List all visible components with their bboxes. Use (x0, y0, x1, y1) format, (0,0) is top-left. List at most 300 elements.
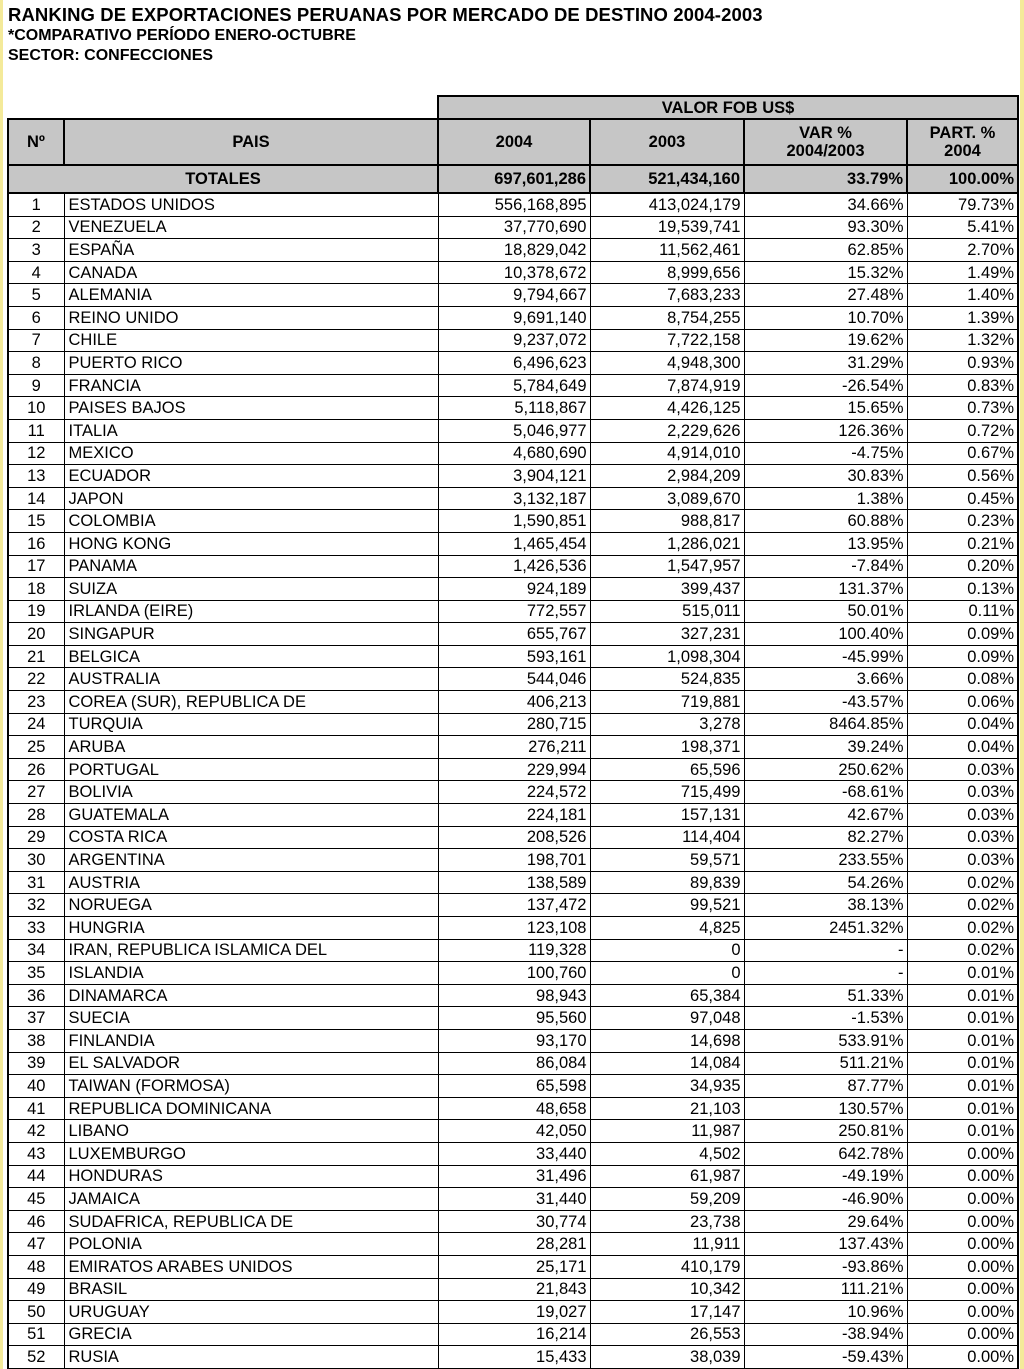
row-no: 14 (8, 487, 64, 510)
row-country: EMIRATOS ARABES UNIDOS (64, 1255, 438, 1278)
row-value-2003: 7,683,233 (590, 284, 744, 307)
row-value-2003: 1,286,021 (590, 532, 744, 555)
row-part: 0.11% (907, 600, 1018, 623)
row-var: 19.62% (744, 329, 907, 352)
row-var: 8464.85% (744, 713, 907, 736)
table-row (8, 939, 1018, 962)
row-value-2003: 4,825 (590, 917, 744, 940)
row-var: -4.75% (744, 442, 907, 465)
row-var: 51.33% (744, 984, 907, 1007)
row-var: 50.01% (744, 600, 907, 623)
row-value-2003: 413,024,179 (590, 193, 744, 216)
row-country: PORTUGAL (64, 758, 438, 781)
row-value-2004: 100,760 (438, 962, 590, 985)
row-country: REINO UNIDO (64, 306, 438, 329)
row-country: PUERTO RICO (64, 352, 438, 375)
row-no: 34 (8, 939, 64, 962)
row-part: 0.02% (907, 871, 1018, 894)
table-row (8, 193, 1018, 216)
table-row (8, 984, 1018, 1007)
row-country: BRASIL (64, 1278, 438, 1301)
table-row (8, 1142, 1018, 1165)
row-var: 126.36% (744, 419, 907, 442)
row-part: 2.70% (907, 239, 1018, 262)
row-var: 10.70% (744, 306, 907, 329)
row-country: GUATEMALA (64, 804, 438, 827)
row-value-2004: 31,440 (438, 1188, 590, 1211)
row-country: JAMAICA (64, 1188, 438, 1211)
table-row (8, 1233, 1018, 1256)
row-value-2004: 593,161 (438, 645, 590, 668)
row-no: 8 (8, 352, 64, 375)
row-part: 0.02% (907, 917, 1018, 940)
row-part: 0.01% (907, 1120, 1018, 1143)
row-value-2003: 89,839 (590, 871, 744, 894)
row-country: SINGAPUR (64, 623, 438, 646)
row-var: -46.90% (744, 1188, 907, 1211)
row-var: 15.32% (744, 261, 907, 284)
row-part: 0.08% (907, 668, 1018, 691)
row-value-2003: 21,103 (590, 1097, 744, 1120)
row-value-2004: 95,560 (438, 1007, 590, 1030)
table-row (8, 1007, 1018, 1030)
row-part: 0.04% (907, 736, 1018, 759)
row-value-2004: 28,281 (438, 1233, 590, 1256)
table-row (8, 713, 1018, 736)
row-var: 34.66% (744, 193, 907, 216)
table-row (8, 1323, 1018, 1346)
totals-2004: 697,601,286 (438, 165, 590, 193)
table-row (8, 216, 1018, 239)
row-var: -38.94% (744, 1323, 907, 1346)
row-part: 0.23% (907, 510, 1018, 533)
row-var: 10.96% (744, 1301, 907, 1324)
row-part: 0.01% (907, 1097, 1018, 1120)
row-no: 32 (8, 894, 64, 917)
row-value-2003: 8,754,255 (590, 306, 744, 329)
table-row (8, 1120, 1018, 1143)
row-value-2003: 2,229,626 (590, 419, 744, 442)
table-row (8, 352, 1018, 375)
row-country: ECUADOR (64, 465, 438, 488)
row-part: 1.49% (907, 261, 1018, 284)
row-var: 42.67% (744, 804, 907, 827)
table-row (8, 1188, 1018, 1211)
row-value-2003: 10,342 (590, 1278, 744, 1301)
row-var: 137.43% (744, 1233, 907, 1256)
row-value-2004: 48,658 (438, 1097, 590, 1120)
row-value-2003: 11,911 (590, 1233, 744, 1256)
row-part: 1.32% (907, 329, 1018, 352)
row-no: 3 (8, 239, 64, 262)
row-no: 7 (8, 329, 64, 352)
row-part: 0.00% (907, 1278, 1018, 1301)
totals-row (8, 165, 1018, 193)
row-value-2003: 8,999,656 (590, 261, 744, 284)
row-part: 0.00% (907, 1233, 1018, 1256)
row-value-2003: 14,084 (590, 1052, 744, 1075)
table-row (8, 487, 1018, 510)
row-value-2004: 1,426,536 (438, 555, 590, 578)
row-value-2003: 38,039 (590, 1346, 744, 1369)
row-value-2003: 715,499 (590, 781, 744, 804)
header-2003: 2003 (590, 119, 744, 165)
table-row (8, 917, 1018, 940)
row-value-2003: 719,881 (590, 691, 744, 714)
row-no: 26 (8, 758, 64, 781)
row-value-2004: 86,084 (438, 1052, 590, 1075)
row-country: AUSTRIA (64, 871, 438, 894)
row-country: COLOMBIA (64, 510, 438, 533)
row-var: 111.21% (744, 1278, 907, 1301)
row-part: 0.00% (907, 1165, 1018, 1188)
table-row (8, 1052, 1018, 1075)
table-row (8, 894, 1018, 917)
row-country: JAPON (64, 487, 438, 510)
row-no: 45 (8, 1188, 64, 1211)
row-no: 17 (8, 555, 64, 578)
row-value-2003: 410,179 (590, 1255, 744, 1278)
row-part: 0.01% (907, 1052, 1018, 1075)
row-country: IRAN, REPUBLICA ISLAMICA DEL (64, 939, 438, 962)
report-subtitle: *COMPARATIVO PERÍODO ENERO-OCTUBRE (8, 27, 356, 44)
row-var: 533.91% (744, 1029, 907, 1052)
row-country: RUSIA (64, 1346, 438, 1369)
row-var: 31.29% (744, 352, 907, 375)
table-row (8, 532, 1018, 555)
row-value-2004: 5,784,649 (438, 374, 590, 397)
row-value-2004: 98,943 (438, 984, 590, 1007)
row-no: 21 (8, 645, 64, 668)
row-country: PAISES BAJOS (64, 397, 438, 420)
header-pais: PAIS (64, 119, 438, 165)
row-part: 0.02% (907, 939, 1018, 962)
header-part-line2: 2004 (944, 142, 981, 160)
row-value-2003: 198,371 (590, 736, 744, 759)
row-country: TURQUIA (64, 713, 438, 736)
row-value-2004: 19,027 (438, 1301, 590, 1324)
row-value-2004: 138,589 (438, 871, 590, 894)
row-value-2003: 114,404 (590, 826, 744, 849)
table-row (8, 736, 1018, 759)
row-no: 47 (8, 1233, 64, 1256)
row-country: TAIWAN (FORMOSA) (64, 1075, 438, 1098)
row-value-2003: 4,502 (590, 1142, 744, 1165)
row-country: BELGICA (64, 645, 438, 668)
row-value-2004: 406,213 (438, 691, 590, 714)
row-country: CHILE (64, 329, 438, 352)
row-value-2004: 123,108 (438, 917, 590, 940)
table-row (8, 826, 1018, 849)
totals-part: 100.00% (907, 165, 1018, 193)
table-row (8, 419, 1018, 442)
row-part: 0.03% (907, 781, 1018, 804)
row-no: 6 (8, 306, 64, 329)
row-no: 38 (8, 1029, 64, 1052)
row-value-2004: 3,904,121 (438, 465, 590, 488)
row-value-2004: 65,598 (438, 1075, 590, 1098)
row-country: IRLANDA (EIRE) (64, 600, 438, 623)
row-value-2003: 1,098,304 (590, 645, 744, 668)
row-var: 131.37% (744, 578, 907, 601)
row-value-2004: 924,189 (438, 578, 590, 601)
row-var: -7.84% (744, 555, 907, 578)
row-value-2004: 9,237,072 (438, 329, 590, 352)
row-part: 0.09% (907, 623, 1018, 646)
row-no: 2 (8, 216, 64, 239)
row-no: 36 (8, 984, 64, 1007)
row-value-2004: 42,050 (438, 1120, 590, 1143)
row-var: 29.64% (744, 1210, 907, 1233)
row-var: -26.54% (744, 374, 907, 397)
row-value-2004: 276,211 (438, 736, 590, 759)
row-no: 18 (8, 578, 64, 601)
row-country: COREA (SUR), REPUBLICA DE (64, 691, 438, 714)
row-var: 54.26% (744, 871, 907, 894)
row-no: 33 (8, 917, 64, 940)
row-country: SUIZA (64, 578, 438, 601)
row-value-2003: 157,131 (590, 804, 744, 827)
row-value-2003: 26,553 (590, 1323, 744, 1346)
row-country: ESTADOS UNIDOS (64, 193, 438, 216)
row-value-2003: 59,571 (590, 849, 744, 872)
row-var: 642.78% (744, 1142, 907, 1165)
row-var: -59.43% (744, 1346, 907, 1369)
table-row (8, 1029, 1018, 1052)
row-no: 29 (8, 826, 64, 849)
table-row (8, 306, 1018, 329)
table-row (8, 1165, 1018, 1188)
row-value-2004: 25,171 (438, 1255, 590, 1278)
row-part: 0.09% (907, 645, 1018, 668)
row-no: 52 (8, 1346, 64, 1369)
row-value-2004: 31,496 (438, 1165, 590, 1188)
table-row (8, 374, 1018, 397)
row-value-2004: 772,557 (438, 600, 590, 623)
header-blank (8, 96, 438, 119)
row-part: 0.00% (907, 1255, 1018, 1278)
row-country: ITALIA (64, 419, 438, 442)
row-country: CANADA (64, 261, 438, 284)
row-value-2004: 655,767 (438, 623, 590, 646)
row-value-2004: 224,181 (438, 804, 590, 827)
row-part: 0.72% (907, 419, 1018, 442)
header-valor-fob: VALOR FOB US$ (438, 96, 1018, 119)
table-row (8, 465, 1018, 488)
row-country: BOLIVIA (64, 781, 438, 804)
row-part: 0.01% (907, 984, 1018, 1007)
table-row (8, 1075, 1018, 1098)
row-var: 60.88% (744, 510, 907, 533)
row-value-2003: 327,231 (590, 623, 744, 646)
row-var: 62.85% (744, 239, 907, 262)
row-value-2004: 280,715 (438, 713, 590, 736)
row-part: 0.03% (907, 758, 1018, 781)
header-no: Nº (8, 119, 64, 165)
row-country: REPUBLICA DOMINICANA (64, 1097, 438, 1120)
row-part: 0.67% (907, 442, 1018, 465)
row-value-2004: 10,378,672 (438, 261, 590, 284)
row-part: 0.00% (907, 1142, 1018, 1165)
row-part: 0.02% (907, 894, 1018, 917)
row-part: 0.56% (907, 465, 1018, 488)
row-part: 0.93% (907, 352, 1018, 375)
row-value-2003: 1,547,957 (590, 555, 744, 578)
row-no: 15 (8, 510, 64, 533)
header-2004: 2004 (438, 119, 590, 165)
row-no: 24 (8, 713, 64, 736)
row-no: 42 (8, 1120, 64, 1143)
table-row (8, 623, 1018, 646)
row-no: 39 (8, 1052, 64, 1075)
row-no: 40 (8, 1075, 64, 1098)
row-value-2004: 1,590,851 (438, 510, 590, 533)
row-part: 0.00% (907, 1323, 1018, 1346)
row-var: 87.77% (744, 1075, 907, 1098)
row-country: URUGUAY (64, 1301, 438, 1324)
row-country: ARUBA (64, 736, 438, 759)
table-row (8, 781, 1018, 804)
row-country: ISLANDIA (64, 962, 438, 985)
table-row (8, 758, 1018, 781)
row-no: 27 (8, 781, 64, 804)
row-no: 1 (8, 193, 64, 216)
row-value-2003: 23,738 (590, 1210, 744, 1233)
row-part: 0.13% (907, 578, 1018, 601)
row-var: 233.55% (744, 849, 907, 872)
table-row (8, 261, 1018, 284)
row-var: - (744, 939, 907, 962)
row-no: 31 (8, 871, 64, 894)
row-no: 41 (8, 1097, 64, 1120)
table-row (8, 510, 1018, 533)
row-no: 11 (8, 419, 64, 442)
row-part: 1.39% (907, 306, 1018, 329)
row-no: 43 (8, 1142, 64, 1165)
row-value-2003: 65,596 (590, 758, 744, 781)
row-no: 9 (8, 374, 64, 397)
row-var: 130.57% (744, 1097, 907, 1120)
row-part: 0.00% (907, 1346, 1018, 1369)
row-part: 0.01% (907, 1075, 1018, 1098)
row-var: 250.62% (744, 758, 907, 781)
row-no: 13 (8, 465, 64, 488)
row-value-2004: 3,132,187 (438, 487, 590, 510)
row-value-2003: 4,914,010 (590, 442, 744, 465)
row-var: 1.38% (744, 487, 907, 510)
row-var: 93.30% (744, 216, 907, 239)
row-no: 23 (8, 691, 64, 714)
row-value-2004: 93,170 (438, 1029, 590, 1052)
row-part: 0.73% (907, 397, 1018, 420)
header-var-line2: 2004/2003 (786, 142, 865, 160)
table-row (8, 668, 1018, 691)
row-no: 46 (8, 1210, 64, 1233)
row-no: 25 (8, 736, 64, 759)
header-var (744, 119, 907, 165)
row-value-2003: 399,437 (590, 578, 744, 601)
row-value-2004: 37,770,690 (438, 216, 590, 239)
table-row (8, 804, 1018, 827)
row-part: 0.01% (907, 962, 1018, 985)
row-value-2003: 97,048 (590, 1007, 744, 1030)
row-var: 15.65% (744, 397, 907, 420)
row-value-2003: 4,948,300 (590, 352, 744, 375)
row-part: 0.03% (907, 849, 1018, 872)
table-row (8, 962, 1018, 985)
row-var: -1.53% (744, 1007, 907, 1030)
table-row (8, 1255, 1018, 1278)
row-value-2003: 19,539,741 (590, 216, 744, 239)
header-part (907, 119, 1018, 165)
table-row (8, 645, 1018, 668)
row-no: 49 (8, 1278, 64, 1301)
table-row (8, 1278, 1018, 1301)
header-part-line1: PART. % (929, 124, 996, 142)
row-value-2004: 9,691,140 (438, 306, 590, 329)
row-value-2004: 556,168,895 (438, 193, 590, 216)
row-part: 0.01% (907, 1007, 1018, 1030)
row-var: 511.21% (744, 1052, 907, 1075)
row-value-2004: 544,046 (438, 668, 590, 691)
row-var: 39.24% (744, 736, 907, 759)
row-value-2004: 15,433 (438, 1346, 590, 1369)
row-value-2003: 65,384 (590, 984, 744, 1007)
row-part: 0.06% (907, 691, 1018, 714)
row-var: -49.19% (744, 1165, 907, 1188)
header-var-line1: VAR % (799, 124, 852, 142)
export-ranking-table (7, 95, 1019, 1369)
row-country: LIBANO (64, 1120, 438, 1143)
row-value-2003: 2,984,209 (590, 465, 744, 488)
row-no: 44 (8, 1165, 64, 1188)
row-country: VENEZUELA (64, 216, 438, 239)
row-value-2003: 988,817 (590, 510, 744, 533)
row-country: EL SALVADOR (64, 1052, 438, 1075)
row-part: 0.00% (907, 1188, 1018, 1211)
row-value-2003: 524,835 (590, 668, 744, 691)
row-value-2004: 224,572 (438, 781, 590, 804)
row-value-2004: 198,701 (438, 849, 590, 872)
row-var: 38.13% (744, 894, 907, 917)
row-var: 100.40% (744, 623, 907, 646)
row-value-2004: 6,496,623 (438, 352, 590, 375)
table-row (8, 239, 1018, 262)
table-row (8, 1346, 1018, 1369)
row-value-2003: 3,089,670 (590, 487, 744, 510)
row-value-2003: 515,011 (590, 600, 744, 623)
row-no: 28 (8, 804, 64, 827)
table-row (8, 849, 1018, 872)
table-row (8, 691, 1018, 714)
row-value-2003: 4,426,125 (590, 397, 744, 420)
title-block (8, 4, 763, 66)
row-value-2003: 7,722,158 (590, 329, 744, 352)
row-value-2004: 16,214 (438, 1323, 590, 1346)
row-part: 5.41% (907, 216, 1018, 239)
row-value-2004: 5,118,867 (438, 397, 590, 420)
row-country: SUDAFRICA, REPUBLICA DE (64, 1210, 438, 1233)
row-country: COSTA RICA (64, 826, 438, 849)
row-var: -43.57% (744, 691, 907, 714)
row-value-2004: 119,328 (438, 939, 590, 962)
row-var: -68.61% (744, 781, 907, 804)
table-row (8, 284, 1018, 307)
row-value-2003: 11,987 (590, 1120, 744, 1143)
row-no: 51 (8, 1323, 64, 1346)
row-part: 0.21% (907, 532, 1018, 555)
row-var: -93.86% (744, 1255, 907, 1278)
